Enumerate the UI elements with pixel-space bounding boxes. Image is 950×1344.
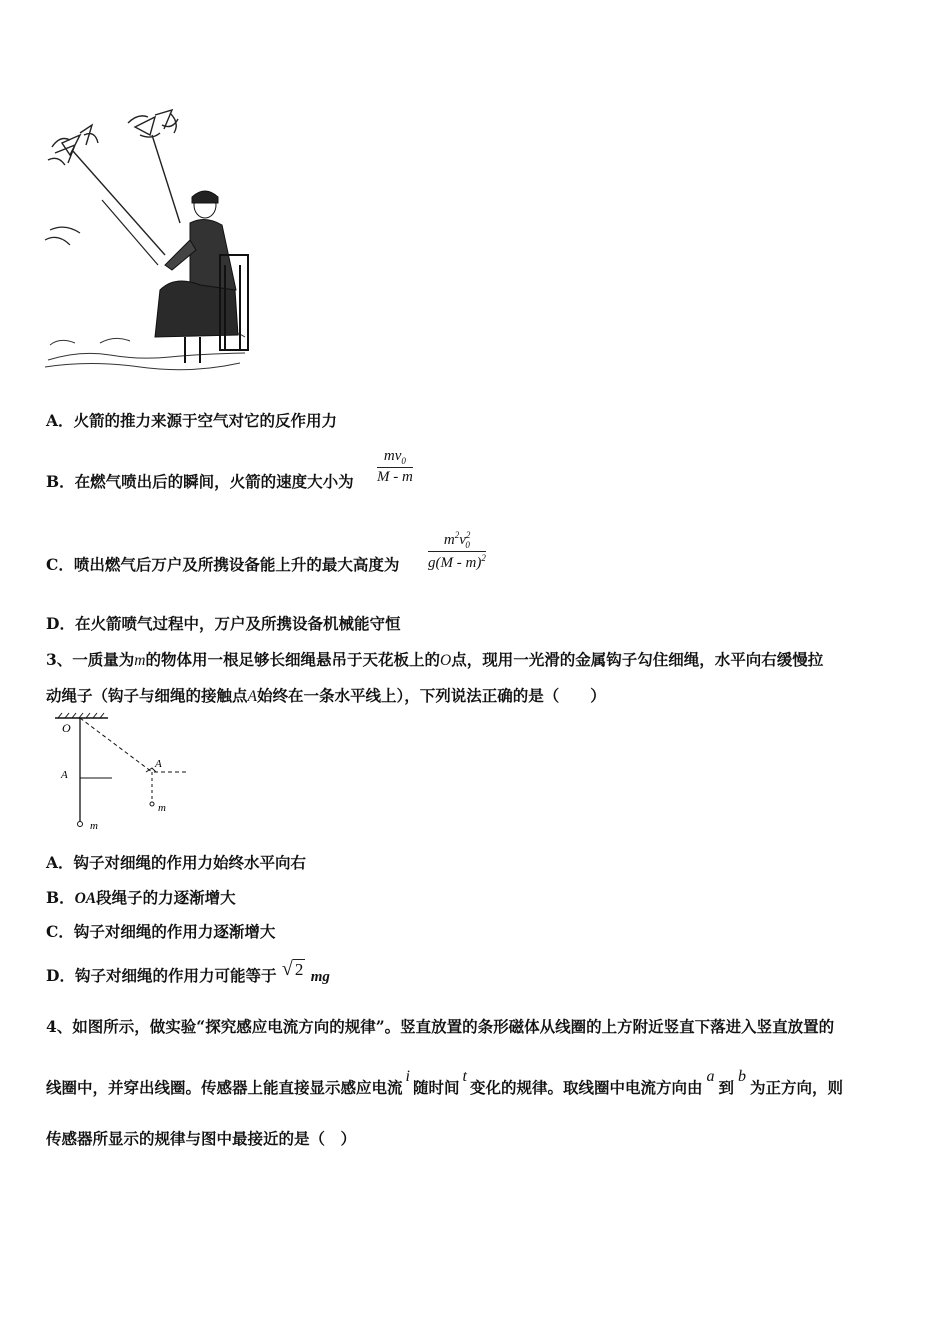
ground-icon	[45, 333, 245, 370]
fig-label-m-right: m	[158, 802, 166, 814]
q3-option-d: D．钩子对细绳的作用力可能等于 √ 2 mg	[46, 958, 330, 985]
q2-option-c-fraction: $\frac{m^2v^2_0}{g(M - m)^2}$	[428, 530, 486, 571]
q3-option-a: A．钩子对细绳的作用力始终水平向右	[46, 853, 307, 872]
mass-right	[150, 802, 154, 806]
q4-stem-line3: 传感器所显示的规律与图中最接近的是（ ）	[46, 1129, 357, 1148]
seated-man-icon	[155, 191, 248, 363]
q2-option-b-text: B．在燃气喷出后的瞬间，火箭的速度大小为	[46, 472, 354, 491]
q2-option-b-fraction: $\frac{mv_0}{M - m}$	[377, 448, 413, 485]
q3-figure	[50, 712, 200, 834]
q4-stem-line2: 线圈中，并穿出线圈。传感器上能直接显示感应电流i随时间t变化的规律。取线圈中电流方向由a到b为正方向，则	[46, 1068, 843, 1097]
q2-option-a: A．火箭的推力来源于空气对它的反作用力	[46, 411, 338, 430]
q2-option-c-text: C．喷出燃气后万户及所携设备能上升的最大高度为	[46, 555, 400, 574]
q4-stem-line1: 4、如图所示，做实验“探究感应电流方向的规律”。竖直放置的条形磁体从线圈的上方附近竖直下落进入竖直放置的	[46, 1017, 835, 1036]
q3-stem-line2: 动绳子（钩子与细绳的接触点A始终在一条水平线上），下列说法正确的是（ ）	[46, 686, 606, 705]
dashed-rope-oa	[80, 718, 152, 772]
q3-stem-line1: 3、一质量为m的物体用一根足够长细绳悬吊于天花板上的O点，现用一光滑的金属钩子勾住细绳，水平向右缓慢拉	[46, 650, 824, 669]
fig-label-m-left: m	[90, 820, 98, 832]
q3-option-c: C．钩子对细绳的作用力逐渐增大	[46, 922, 276, 941]
fig-label-o: O	[62, 721, 71, 735]
q2-option-d: D．在火箭喷气过程中，万户及所携设备机械能守恒	[46, 614, 401, 633]
sqrt-icon: √	[281, 958, 293, 980]
rocket-left-icon	[48, 125, 165, 255]
fig-label-a-left: A	[61, 769, 68, 781]
q3-option-b: B．OA段绳子的力逐渐增大	[46, 888, 236, 907]
rocket-chair-illustration	[40, 105, 260, 375]
mass-left	[78, 822, 83, 827]
fig-label-a-right: A	[155, 758, 162, 770]
rocket-right-icon	[128, 110, 180, 223]
